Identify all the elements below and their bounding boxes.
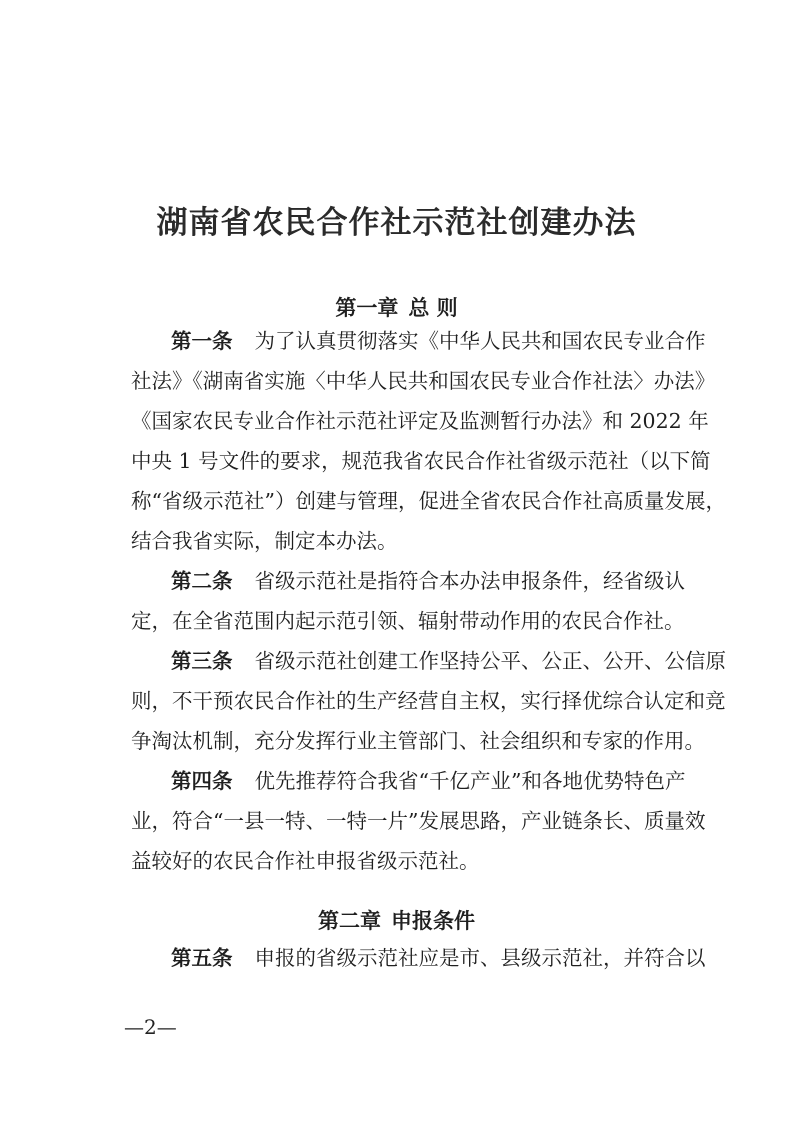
- article-4-text-1: 优先推荐符合我省“千亿产业”和各地优势特色产: [254, 769, 686, 793]
- article-1-label: 第一条: [171, 329, 233, 353]
- article-1-line-2: 社法》《湖南省实施〈中华人民共和国农民专业合作社法〉办法》: [131, 369, 716, 393]
- article-2-line-2: 定，在全省范围内起示范引领、辐射带动作用的农民合作社。: [131, 609, 685, 633]
- document-title: 湖南省农民合作社示范社创建办法: [156, 205, 637, 241]
- page-number: —2—: [124, 1015, 177, 1039]
- article-3-line-1: [171, 641, 726, 681]
- article-3-line-3: 争淘汰机制，充分发挥行业主管部门、社会组织和专家的作用。: [131, 729, 705, 753]
- article-3-label: 第三条: [171, 649, 233, 673]
- article-4-line-3: 益较好的农民合作社申报省级示范社。: [131, 849, 480, 873]
- chapter-2-label: 第二章: [318, 909, 381, 933]
- article-3-text-1: 省级示范社创建工作坚持公平、公正、公开、公信原: [254, 649, 726, 673]
- chapter-1-heading: [0, 292, 793, 322]
- chapter-2-name: 申报条件: [391, 909, 475, 933]
- chapter-1-label: 第一章: [335, 296, 399, 320]
- article-5-line-1: [171, 938, 706, 978]
- article-1-line-6: 结合我省实际，制定本办法。: [131, 529, 398, 553]
- chapter-2-heading: [0, 905, 793, 935]
- chapter-1-name: 总 则: [408, 296, 458, 320]
- article-1-line-3: 《国家农民专业合作社示范社评定及监测暂行办法》和 2022 年: [131, 409, 709, 433]
- article-4-line-1: [171, 761, 685, 801]
- article-5-text-1: 申报的省级示范社应是市、县级示范社，并符合以: [254, 946, 706, 970]
- article-1-line-1: [171, 321, 706, 361]
- article-2-label: 第二条: [171, 569, 233, 593]
- article-1-line-4: 中央 1 号文件的要求，规范我省农民合作社省级示范社（以下简: [131, 449, 711, 473]
- article-4-line-2: 业，符合“一县一特、一特一片”发展思路，产业链条长、质量效: [131, 809, 706, 833]
- article-4-label: 第四条: [171, 769, 233, 793]
- article-1-text-1: 为了认真贯彻落实《中华人民共和国农民专业合作: [254, 329, 706, 353]
- article-5-label: 第五条: [171, 946, 233, 970]
- article-3-line-2: 则，不干预农民合作社的生产经营自主权，实行择优综合认定和竞: [131, 689, 726, 713]
- article-2-text-1: 省级示范社是指符合本办法申报条件，经省级认: [254, 569, 685, 593]
- article-1-line-5: 称“省级示范社”）创建与管理，促进全省农民合作社高质量发展，: [131, 489, 726, 513]
- article-2-line-1: [171, 561, 685, 601]
